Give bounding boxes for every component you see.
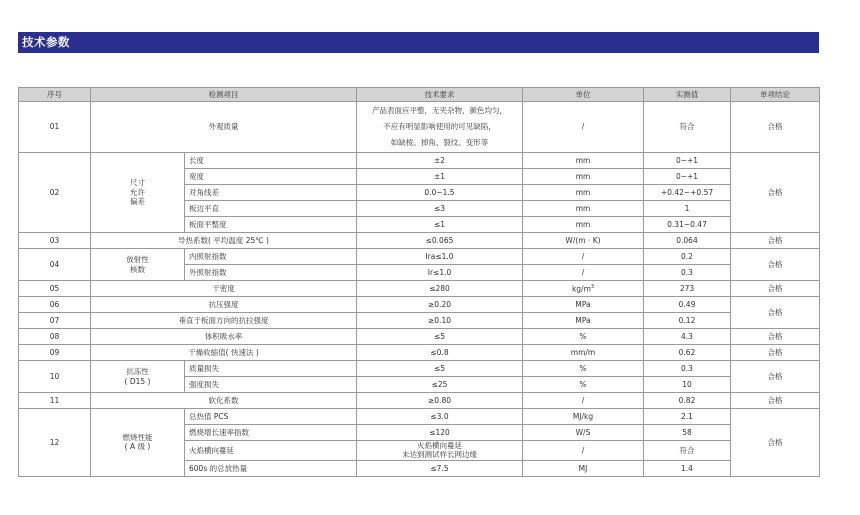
row-requirement: ≤3.0	[357, 409, 523, 425]
header-unit: 单位	[523, 88, 644, 102]
group-line: 核数	[130, 264, 145, 274]
row-requirement	[357, 102, 523, 153]
row-item: 软化系数	[91, 393, 357, 409]
row-unit: /	[523, 102, 644, 153]
row-requirement: ≤5	[357, 361, 523, 377]
table-row	[19, 393, 820, 409]
row-result: 合格	[731, 102, 820, 153]
row-requirement: Ir≤1.0	[357, 265, 523, 281]
requirement-line: 不应有明显影响使用的可见缺陷，	[383, 122, 496, 131]
row-unit	[523, 281, 644, 297]
row-value: 1	[644, 201, 731, 217]
row-value: 0.12	[644, 313, 731, 329]
group-line: ( A 级 )	[124, 442, 151, 452]
row-requirement: ≤120	[357, 425, 523, 441]
table-row	[19, 361, 820, 377]
row-requirement: ≤0.8	[357, 345, 523, 361]
row-no: 02	[19, 153, 91, 233]
row-requirement: ≤25	[357, 377, 523, 393]
row-no: 03	[19, 233, 91, 249]
group-line: 允许	[130, 187, 145, 197]
row-value: +0.42~+0.57	[644, 185, 731, 201]
row-no: 12	[19, 409, 91, 477]
row-unit: /	[523, 249, 644, 265]
unit-superscript: 3	[590, 283, 595, 290]
header-result: 单项结论	[731, 88, 820, 102]
row-value: 0.3	[644, 265, 731, 281]
group-line: 燃烧性能	[122, 433, 153, 442]
row-group	[91, 409, 185, 477]
group-line: 抗冻性	[126, 367, 149, 377]
row-requirement: ±1	[357, 169, 523, 185]
row-item: 导热系数( 平均温度 25℃ )	[91, 233, 357, 249]
row-sub-item: 宽度	[185, 169, 357, 185]
group-line: 偏差	[130, 197, 145, 207]
row-sub-item: 外照射指数	[185, 265, 357, 281]
row-no: 04	[19, 249, 91, 281]
table-row	[19, 329, 820, 345]
row-no: 10	[19, 361, 91, 393]
row-requirement: ≤280	[357, 281, 523, 297]
row-unit: W/(m · K)	[523, 233, 644, 249]
row-requirement: ≥0.10	[357, 313, 523, 329]
row-sub-item: 板边平直	[185, 201, 357, 217]
section-title: 技术参数	[18, 32, 819, 53]
row-no: 08	[19, 329, 91, 345]
row-value: 0.064	[644, 233, 731, 249]
row-no: 07	[19, 313, 91, 329]
row-unit: W/S	[523, 425, 644, 441]
row-group	[91, 249, 185, 281]
header-value: 实测值	[644, 88, 731, 102]
row-result: 合格	[731, 297, 820, 329]
row-requirement: ≤1	[357, 217, 523, 233]
row-item: 干密度	[91, 281, 357, 297]
row-unit: /	[523, 265, 644, 281]
row-value: 0.31~0.47	[644, 217, 731, 233]
row-requirement: ≤7.5	[357, 460, 523, 476]
row-sub-item: 燃烧增长速率指数	[185, 425, 357, 441]
row-requirement: ≤0.065	[357, 233, 523, 249]
row-unit: MJ/kg	[523, 409, 644, 425]
row-result: 合格	[731, 281, 820, 297]
row-value: 58	[644, 425, 731, 441]
unit-base: kg/m	[571, 284, 591, 294]
row-sub-item: 内照射指数	[185, 249, 357, 265]
table-row	[19, 233, 820, 249]
row-unit: mm	[523, 217, 644, 233]
row-item: 垂直于板面方向的抗拉强度	[91, 313, 357, 329]
row-unit: mm	[523, 153, 644, 169]
row-value: 0.49	[644, 297, 731, 313]
row-unit: mm	[523, 201, 644, 217]
row-result: 合格	[731, 329, 820, 345]
row-sub-item: 总热值 PCS	[185, 409, 357, 425]
row-sub-item: 火焰横向蔓延	[185, 441, 357, 461]
row-no: 06	[19, 297, 91, 313]
row-requirement: ≥0.80	[357, 393, 523, 409]
row-value: 2.1	[644, 409, 731, 425]
group-line: ( D15 )	[124, 376, 151, 386]
row-value: 4.3	[644, 329, 731, 345]
header-requirement: 技术要求	[357, 88, 523, 102]
row-result: 合格	[731, 233, 820, 249]
row-value: 0.82	[644, 393, 731, 409]
row-result: 合格	[731, 393, 820, 409]
row-unit: mm	[523, 169, 644, 185]
requirement-line: 未达到测试样长网边缘	[402, 450, 477, 460]
row-result: 合格	[731, 361, 820, 393]
row-unit: %	[523, 329, 644, 345]
group-line: 放射性	[126, 255, 149, 265]
table-row	[19, 409, 820, 425]
row-requirement	[357, 441, 523, 461]
row-requirement: ≥0.20	[357, 297, 523, 313]
header-no: 序号	[19, 88, 91, 102]
row-sub-item: 对角线差	[185, 185, 357, 201]
row-unit: MPa	[523, 297, 644, 313]
row-result: 合格	[731, 409, 820, 477]
table-row	[19, 249, 820, 265]
table-row	[19, 345, 820, 361]
row-unit: %	[523, 377, 644, 393]
row-sub-item: 强度损失	[185, 377, 357, 393]
row-value: 273	[644, 281, 731, 297]
row-requirement: ≤3	[357, 201, 523, 217]
row-value: 0.62	[644, 345, 731, 361]
requirement-line: 火焰横向蔓延	[417, 441, 462, 450]
table-row	[19, 281, 820, 297]
row-unit: %	[523, 361, 644, 377]
row-result: 合格	[731, 345, 820, 361]
header-item: 检测项目	[91, 88, 357, 102]
row-no: 11	[19, 393, 91, 409]
row-requirement: 0.0~1.5	[357, 185, 523, 201]
row-group	[91, 153, 185, 233]
row-group	[91, 361, 185, 393]
row-value: 1.4	[644, 460, 731, 476]
row-sub-item: 600s 的总放热量	[185, 460, 357, 476]
table-row	[19, 102, 820, 153]
row-unit: mm	[523, 185, 644, 201]
row-sub-item: 长度	[185, 153, 357, 169]
row-unit: mm/m	[523, 345, 644, 361]
table-row	[19, 313, 820, 329]
row-unit: /	[523, 393, 644, 409]
row-value: 符合	[644, 441, 731, 461]
row-value: 0~+1	[644, 169, 731, 185]
row-requirement: Ira≤1.0	[357, 249, 523, 265]
row-no: 05	[19, 281, 91, 297]
requirement-line: 如缺棱、掉角、裂纹、变形等	[390, 138, 489, 147]
row-requirement: ±2	[357, 153, 523, 169]
row-value: 0.2	[644, 249, 731, 265]
row-item: 外观质量	[91, 102, 357, 153]
row-no: 01	[19, 102, 91, 153]
table-header-row	[19, 88, 820, 102]
row-value: 10	[644, 377, 731, 393]
table-row	[19, 297, 820, 313]
row-value: 0.3	[644, 361, 731, 377]
row-value: 符合	[644, 102, 731, 153]
row-item: 干燥收缩值( 快速法 )	[91, 345, 357, 361]
requirement-line: 产品表面应平整，无夹杂物，颜色均匀，	[372, 106, 507, 115]
row-item: 体积吸水率	[91, 329, 357, 345]
row-no: 09	[19, 345, 91, 361]
row-unit: /	[523, 441, 644, 461]
row-item: 抗压强度	[91, 297, 357, 313]
technical-parameters-table	[18, 87, 820, 477]
row-result: 合格	[731, 249, 820, 281]
row-sub-item: 质量损失	[185, 361, 357, 377]
table-row	[19, 153, 820, 169]
row-requirement: ≤5	[357, 329, 523, 345]
row-result: 合格	[731, 153, 820, 233]
row-unit: MJ	[523, 460, 644, 476]
row-unit: MPa	[523, 313, 644, 329]
group-line: 尺寸	[130, 178, 145, 188]
row-sub-item: 板面平整度	[185, 217, 357, 233]
row-value: 0~+1	[644, 153, 731, 169]
